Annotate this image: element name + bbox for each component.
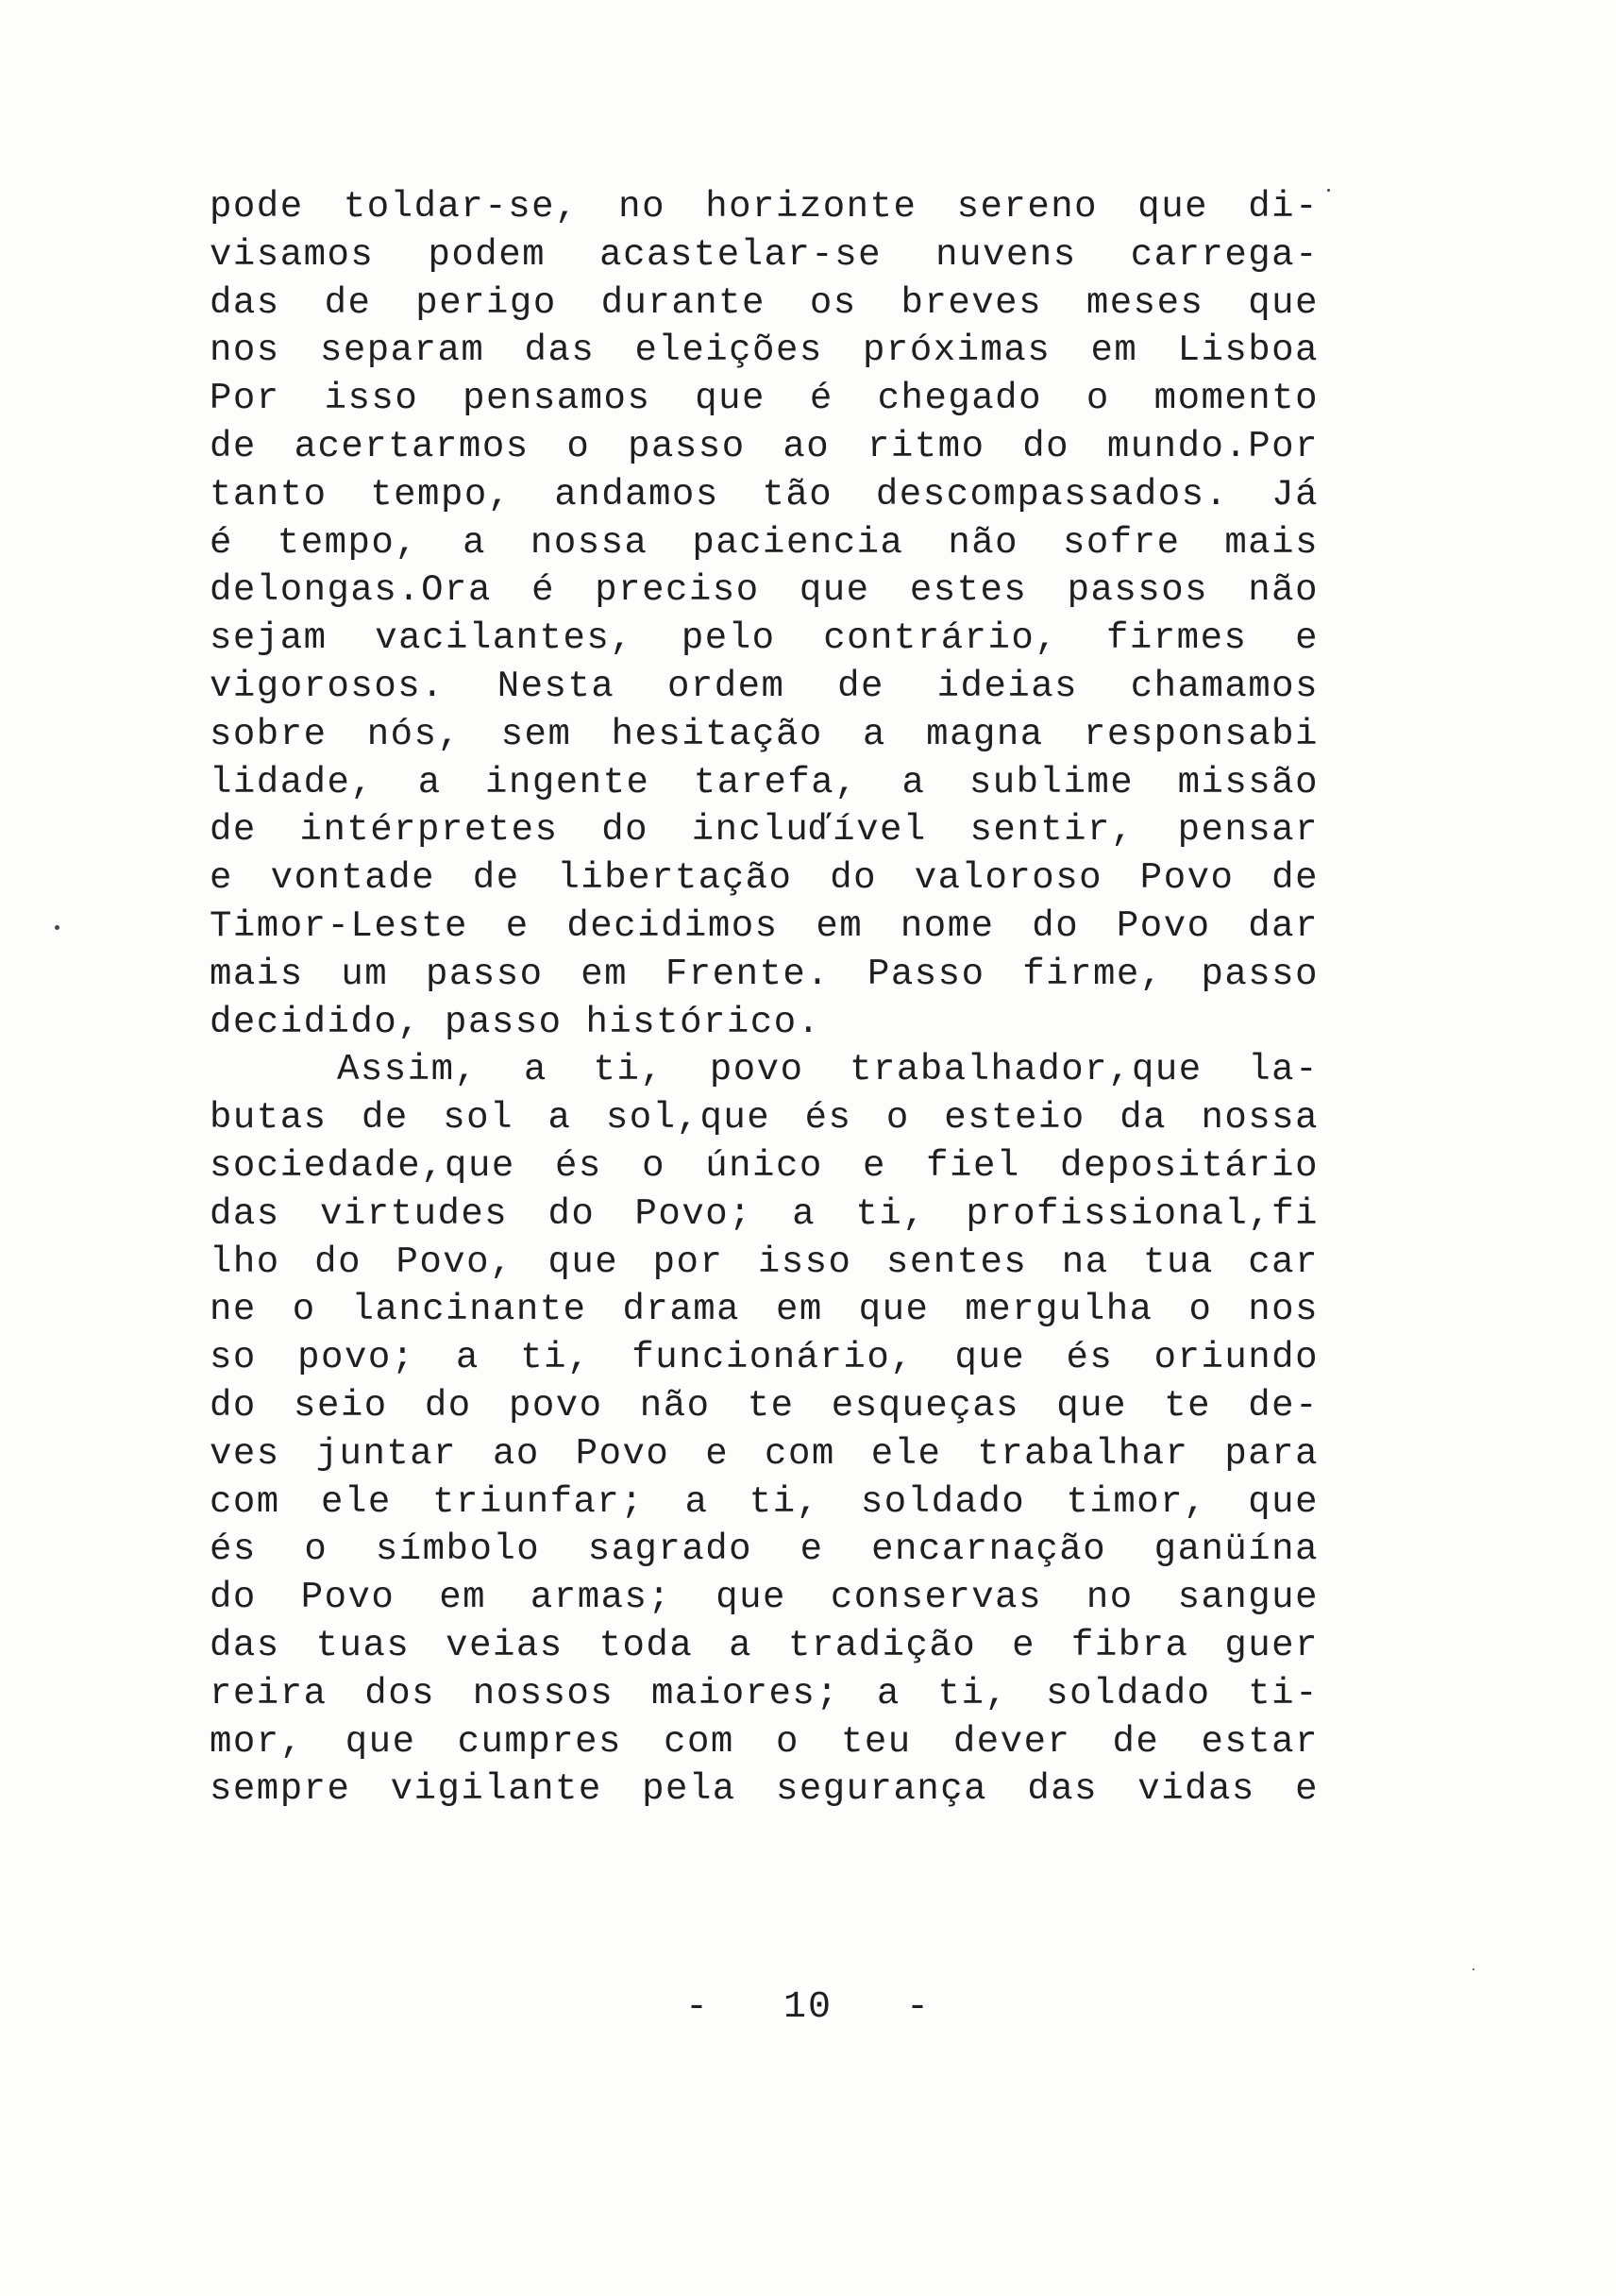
text-line: ne o lancinante drama em que mergulha o nos: [210, 1289, 1319, 1331]
text-line: sejam vacilantes, pelo contrário, firmes e: [210, 617, 1319, 660]
text-line: e vontade de libertação do valoroso Povo de: [210, 857, 1319, 900]
text-line: Timor-Leste e decidimos em nome do Povo dar: [210, 904, 1319, 947]
text-line: sobre nós, sem hesitação a magna responsabi: [210, 713, 1319, 755]
scan-speck: [1327, 189, 1330, 192]
text-line: nos separam das eleições próximas em Lisboa: [210, 329, 1319, 372]
text-line: tanto tempo, andamos tão descompassados. Já: [210, 473, 1319, 515]
paragraph-start-line: Assim, a ti, povo trabalhador,que la-: [337, 1049, 1319, 1091]
scan-speck: [1473, 1968, 1474, 1970]
text-line: sempre vigilante pela segurança das vidas e: [210, 1768, 1319, 1811]
text-line: com ele triunfar; a ti, soldado timor, que: [210, 1480, 1319, 1523]
text-line: das de perigo durante os breves meses que: [210, 281, 1319, 324]
text-line: do Povo em armas; que conservas no sangue: [210, 1577, 1319, 1619]
text-line: é tempo, a nossa paciencia não sofre mais: [210, 521, 1319, 564]
text-line: das tuas veias toda a tradição e fibra guer: [210, 1624, 1319, 1666]
text-line: de intérpretes do incluďível sentir, pensar: [210, 809, 1319, 852]
text-line: reira dos nossos maiores; a ti, soldado ti-: [210, 1672, 1319, 1714]
text-line: mor, que cumpres com o teu dever de estar: [210, 1720, 1319, 1763]
text-line: mais um passo em Frente. Passo firme, passo: [210, 953, 1319, 995]
text-line: Por isso pensamos que é chegado o momento: [210, 378, 1319, 420]
text-line: delongas.Ora é preciso que estes passos não: [210, 569, 1319, 612]
text-line: ves juntar ao Povo e com ele trabalhar para: [210, 1432, 1319, 1475]
text-line: és o símbolo sagrado e encarnação ganüína: [210, 1528, 1319, 1571]
text-line: so povo; a ti, funcionário, que és oriundo: [210, 1337, 1319, 1379]
page-number: - 10 -: [684, 1986, 932, 2029]
text-line: vigorosos. Nesta ordem de ideias chamamos: [210, 665, 1319, 707]
text-line: sociedade,que és o único e fiel depositário: [210, 1144, 1319, 1187]
text-line: pode toldar-se, no horizonte sereno que di-: [210, 186, 1319, 228]
text-line: do seio do povo não te esqueças que te de-: [210, 1384, 1319, 1427]
text-line: de acertarmos o passo ao ritmo do mundo.Por: [210, 425, 1319, 467]
text-line: das virtudes do Povo; a ti, profissional,fi: [210, 1192, 1319, 1235]
text-line: lidade, a ingente tarefa, a sublime missão: [210, 761, 1319, 803]
scan-speck: [55, 925, 59, 930]
text-line: butas de sol a sol,que és o esteio da nossa: [210, 1097, 1319, 1140]
text-line: visamos podem acastelar-se nuvens carrega-: [210, 233, 1319, 276]
paragraph-end-line: decidido, passo histórico.: [210, 1001, 821, 1043]
body-text: [210, 183, 1319, 1814]
text-line: lho do Povo, que por isso sentes na tua car: [210, 1241, 1319, 1283]
